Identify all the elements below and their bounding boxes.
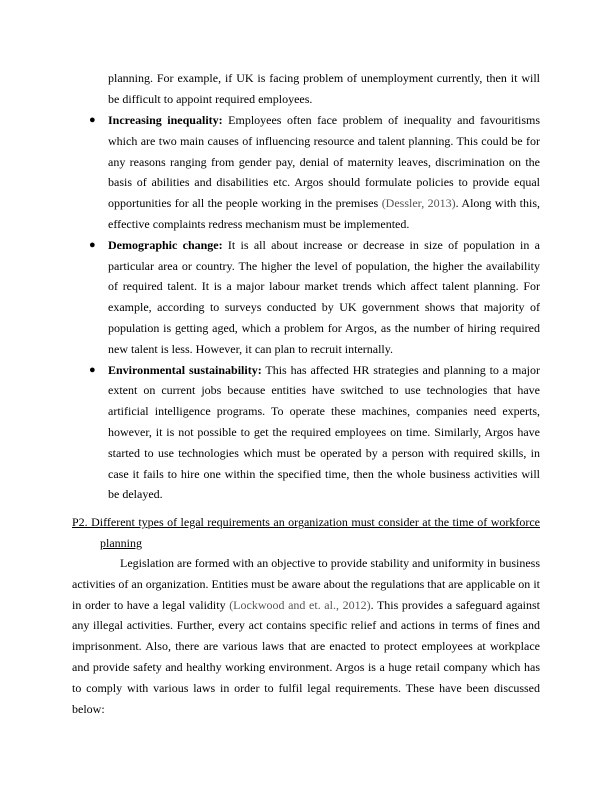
- bullet-title: Increasing inequality:: [108, 113, 223, 127]
- list-item: [72, 110, 540, 235]
- bullet-text: This has affected HR strategies and planning to a major extent on current jobs because entities have switched to use technologies that have artificial intelligence programs. To operate these machines, companies need experts, however, it is not possible to get the required employees on time. Similarly, Argos have started to use technologies which must be operated by a person with required skills, in case it fails to hire one within the specified time, then the whole business activities will be delayed.: [108, 362, 541, 502]
- section-heading-line: P2. Different types of legal requirements an organization must consider at the time of workforce: [72, 515, 540, 529]
- bullet-title: Environmental sustainability:: [108, 362, 262, 377]
- citation: (Dessler, 2013): [381, 196, 456, 211]
- list-item: [72, 360, 540, 506]
- body-paragraph: [72, 553, 540, 719]
- section-heading: [44, 512, 540, 554]
- bullet-icon: ●: [89, 238, 96, 251]
- bullet-icon: ●: [89, 114, 96, 126]
- bullet-list: [72, 110, 540, 505]
- list-item: [72, 235, 540, 360]
- section-heading-line: planning: [100, 535, 142, 550]
- bullet-text: It is all about increase or decrease in size of population in a particular area or country. The higher the level of population, the higher the availability of required talent. It is a major labour market trends which affect talent planning. For example, according to surveys conducted by UK government shows that majority of population is getting aged, which a problem for Argos, as the number of hiring required new talent is less. However, it can plan to recruit internally.: [108, 237, 541, 356]
- continued-paragraph: planning. For example, if UK is facing problem of unemployment currently, then it will be difficult to appoint required employees.: [108, 71, 540, 106]
- bullet-text-end: . Along with this, effective complaints redress mechanism must be implemented.: [108, 196, 541, 231]
- bullet-icon: ●: [89, 363, 96, 376]
- paragraph-text-end: . This provides a safeguard against any illegal activities. Further, every act contains specific relief and actions in terms of fines and imprisonment. Also, there are various laws that are enacted to protect employees at workplace and provide safety and healthy working environment. Argos is a huge retail company which has to comply with various laws in order to fulfil legal requirements. These have been discussed below:: [72, 597, 541, 716]
- bullet-text: Employees often face problem of inequality and favouritisms which are two main causes of influencing resource and talent planning. This could be for any reasons ranging from gender pay, denial of maternity leaves, discrimination on the basis of abilities and disabilities etc. Argos should formulate policies to provide equal opportunities for all the people working in the premises: [108, 113, 540, 211]
- bullet-title: Demographic change:: [108, 237, 223, 252]
- citation: (Lockwood and et. al., 2012): [229, 597, 371, 612]
- paragraph-text: Legislation are formed with an objective to provide stability and uniformity in business activities of an organization. Entities must be aware about the regulations that are applicable on it in order to have a legal validity: [72, 556, 540, 612]
